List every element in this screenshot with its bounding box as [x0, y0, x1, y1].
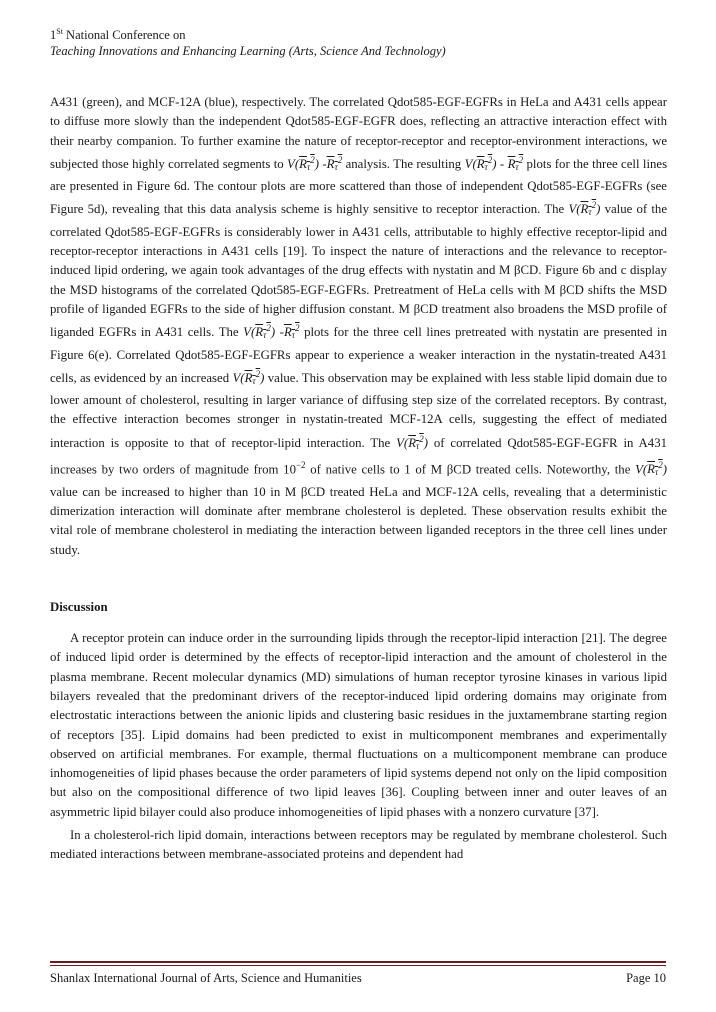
discussion-paragraph-1: A receptor protein can induce order in the surrounding lipids through the receptor-lipid interaction [21]. The degree of induced lipid order is determined by the effects of receptor-lipid interaction and the amount of cholesterol in the plasma membrane. Recent molecular dynamics (MD) simulations of human receptor tyrosine kinases in various lipid bilayers revealed that the predominant drivers of the receptor-induced lipid ordering domains may originate from electrostatic interactions between the anionic lipids and clustering basic residues in the juxtamembrane starting region of receptors [35]. Lipid domains had been predicted to exist in multicomponent membranes and experimentally observed on artificial membranes. For example, thermal fluctuations on a multicomponent membrane can produce inhomogeneities of lipid phases because the order parameters of lipid systems depend not only on the lipid composition but also on the compositional difference of two lipid leaves [36]. Coupling between inner and outer leaves of an asymmetric lipid bilayer could also produce inhomogeneities of lipid phases with a nonzero curvature [37].	[50, 631, 667, 819]
conference-name: National Conference on	[66, 28, 186, 43]
conference-line	[50, 24, 446, 43]
v-of-r-squared: $V(R_\tau^2) - R_\tau^2$	[464, 154, 524, 172]
text-run: of native cells to 1 of M βCD treated cells. Noteworthy, the	[310, 462, 631, 477]
footer-divider	[50, 961, 666, 963]
v-of-r-squared: $V(R_\tau^2)$ $-R_\tau^2$	[243, 323, 300, 341]
text-run: value can be increased to higher than 10 in M βCD treated HeLa and MCF-12A cells, revealing that a deterministic dimerization interaction will dominate after membrane cholesterol is depleted. These observation results exhibit the vital role of membrane cholesterol in mediating the interaction between liganded receptors in the three cell lines under study.	[50, 484, 667, 557]
text-run: analysis. The resulting	[345, 156, 462, 171]
text-run: plots for the three cell lines pretreated with nystatin are presented in Figure 6(e). Correlated Qdot585-EGF-EGFRs appear to experience a weaker interaction in the nystatin-treated A431 cells, as evidenced by an increased	[50, 325, 668, 385]
conference-subtitle: Teaching Innovations and Enhancing Learning (Arts, Science And Technology)	[50, 44, 446, 59]
v-of-r-squared: $V(R_\tau^2)$	[232, 368, 265, 386]
exponent: −2	[295, 460, 306, 471]
text-run: plots for the three cell lines are presented in Figure 6d. The contour plots are more scattered than those of independent Qdot585-EGF-EGFRs (see Figure 5d), revealing that this data analysis scheme is highly sensitive to receptor interaction. The	[50, 156, 668, 217]
text-run: of correlated Qdot585-EGF-EGFR in A431 increases by two orders of magnitude from 10	[50, 435, 667, 477]
running-header	[50, 24, 446, 59]
section-heading: Discussion	[50, 599, 108, 614]
v-of-r-squared: $V(R_\tau^2)$	[396, 433, 429, 451]
text-run: value of the correlated Qdot585-EGF-EGFRs is considerably lower in A431 cells, attributable to highly effective receptor-lipid and receptor-receptor interactions in A431 cells [19]. To inspect the nature of interactions and the relevance to receptor-induced lipid ordering, we again took advantages of the drug effects with nystatin and M βCD. Figure 6b and c display the MSD histograms of the correlated Qdot585-EGF-EGFRs. Pretreatment of HeLa cells with M βCD shifts the MSD profile of liganded EGFRs to the side of higher diffusion constant. M βCD treatment also broadens the MSD profile of liganded EGFRs in A431 cells. The	[50, 202, 668, 340]
ordinal: 1	[50, 28, 57, 43]
article-body	[50, 93, 667, 865]
v-of-r-squared: $V(R_\tau^2)$	[568, 200, 601, 218]
text-run: value. This observation may be explained with less stable lipid domain due to lower amount of cholesterol, resulting in larger variance of diffusing step size of the correlated receptors. By contrast, the effective interaction becomes stronger in nystatin-treated MCF-12A cells, suggesting the effect of mediated interaction is opposite to that of receptor-lipid interaction. The	[50, 370, 667, 450]
footer-divider-thin	[50, 965, 666, 966]
journal-name: Shanlax International Journal of Arts, Science and Humanities	[50, 971, 362, 985]
page-number: Page 10	[626, 971, 666, 985]
discussion-paragraph-2: In a cholesterol-rich lipid domain, interactions between receptors may be regulated by membrane cholesterol. Such mediated interactions between membrane-associated proteins and dependent had	[50, 828, 667, 862]
results-paragraph	[50, 93, 667, 560]
v-of-r-squared: $V(R_\tau^2)$ $-R_\tau^2$	[287, 154, 343, 172]
v-of-r-squared: $V(R_\tau^2)$	[635, 460, 667, 478]
ordinal-suffix: St	[56, 27, 63, 36]
text-run: A431 (green), and MCF-12A (blue), respectively. The correlated Qdot585-EGF-EGFRs in HeLa and A431 cells appear to diffuse more slowly than the independent Qdot585-EGF-EGFR does, reflecting an attractive interaction effect with their nearby companion. To further examine the nature of receptor-receptor and receptor-environment interactions, we subjected those highly correlated segments to	[50, 95, 667, 171]
